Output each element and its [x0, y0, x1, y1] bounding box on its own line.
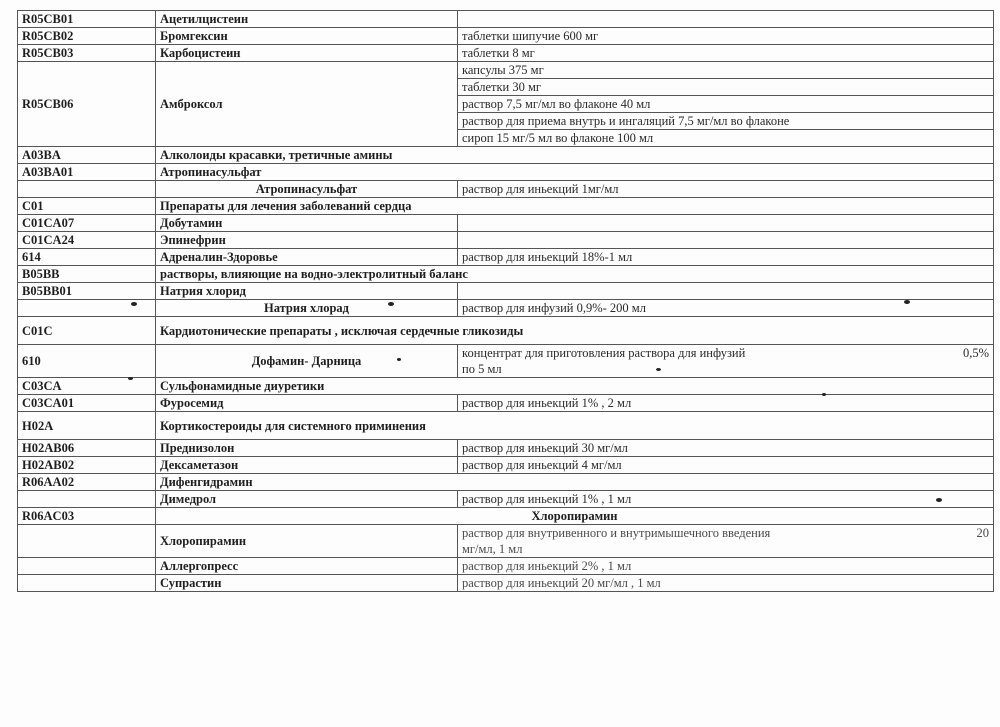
table-row [18, 266, 994, 283]
atc-code-cell: C01 [18, 198, 156, 215]
table-row [18, 164, 994, 181]
drug-name-cell: Супрастин [156, 575, 458, 592]
scan-speck [822, 393, 826, 396]
drug-name-cell: Фуросемид [156, 395, 458, 412]
drug-name-cell: Хлоропирамин [156, 525, 458, 558]
table-row [18, 147, 994, 164]
drug-name-cell: Натрия хлорид [156, 283, 458, 300]
atc-code-cell: A03BA01 [18, 164, 156, 181]
drug-name-cell: Атропинасульфат [156, 181, 458, 198]
atc-code-cell: H02A [18, 412, 156, 440]
atc-code-cell: B05BB01 [18, 283, 156, 300]
table-row [18, 283, 994, 300]
drug-name-cell: Дексаметазон [156, 457, 458, 474]
scan-speck [904, 300, 910, 304]
dosage-form-amount: 20 [976, 526, 989, 540]
table-row [18, 62, 994, 79]
dosage-form-cell [458, 345, 994, 378]
drug-name-cell: Ацетилцистеин [156, 11, 458, 28]
dosage-form-cell: раствор для иньекций 2% , 1 мл [458, 558, 994, 575]
table-row [18, 300, 994, 317]
dosage-form-cell [458, 11, 994, 28]
group-name-cell: Препараты для лечения заболеваний сердца [156, 198, 994, 215]
dosage-form-cell: таблетки 30 мг [458, 79, 994, 96]
drug-name-cell: Адреналин-Здоровье [156, 249, 458, 266]
atc-code-cell: R05CB03 [18, 45, 156, 62]
atc-code-cell [18, 181, 156, 198]
drug-name-cell: Дофамин- Дарница [156, 345, 458, 378]
table-row [18, 575, 994, 592]
dosage-form-amount: 0,5% [962, 346, 989, 360]
dosage-form-line [462, 345, 989, 361]
drug-name-cell: Эпинефрин [156, 232, 458, 249]
table-row [18, 440, 994, 457]
dosage-form-cell: раствор для иньекций 18%-1 мл [458, 249, 994, 266]
dosage-form-text: раствор для внутривенного и внутримышечного введения [462, 526, 771, 540]
group-name-cell: растворы, влияющие на водно-электролитный баланс [156, 266, 994, 283]
table-row [18, 11, 994, 28]
table-row [18, 45, 994, 62]
dosage-form-cell: таблетки шипучие 600 мг [458, 28, 994, 45]
group-name-cell: Кортикостероиды для системного приминения [156, 412, 994, 440]
atc-code-cell: A03BA [18, 147, 156, 164]
atc-code-cell: R06AC03 [18, 508, 156, 525]
dosage-form-cell: раствор для иньекций 4 мг/мл [458, 457, 994, 474]
dosage-form-continued: мг/мл, 1 мл [462, 542, 523, 556]
dosage-form-cell: раствор для иньекций 20 мг/мл , 1 мл [458, 575, 994, 592]
atc-code-cell: H02AB02 [18, 457, 156, 474]
drug-name-cell: Бромгексин [156, 28, 458, 45]
table-row [18, 378, 994, 395]
dosage-form-cell [458, 525, 994, 558]
atc-code-cell [18, 575, 156, 592]
dosage-form-cell [458, 283, 994, 300]
group-name-cell: Атропинасульфат [156, 164, 994, 181]
drug-table-body [18, 11, 994, 592]
atc-code-cell [18, 525, 156, 558]
dosage-form-cell: раствор для иньекций 1% , 1 мл [458, 491, 994, 508]
drug-name-cell: Натрия хлорад [156, 300, 458, 317]
atc-code-cell [18, 558, 156, 575]
table-row [18, 508, 994, 525]
drug-name-cell: Амброксол [156, 62, 458, 147]
drug-name-cell: Аллергопресс [156, 558, 458, 575]
table-row [18, 525, 994, 558]
dosage-form-cell: раствор для иньекций 1мг/мл [458, 181, 994, 198]
table-row [18, 412, 994, 440]
drug-name-cell: Димедрол [156, 491, 458, 508]
atc-code-cell: R05CB01 [18, 11, 156, 28]
dosage-form-cell: раствор для инфузий 0,9%- 200 мл [458, 300, 994, 317]
table-row [18, 457, 994, 474]
table-row [18, 249, 994, 266]
table-row [18, 215, 994, 232]
dosage-form-cell: раствор для иньекций 1% , 2 мл [458, 395, 994, 412]
atc-code-cell: H02AB06 [18, 440, 156, 457]
dosage-form-text: концентрат для приготовления раствора для инфузий [462, 346, 746, 360]
atc-code-cell: C03CA01 [18, 395, 156, 412]
group-name-cell: Сульфонамидные диуретики [156, 378, 994, 395]
atc-code-cell: R05CB02 [18, 28, 156, 45]
group-name-cell: Кардиотонические препараты , исключая сердечные гликозиды [156, 317, 994, 345]
dosage-form-cell: капсулы 375 мг [458, 62, 994, 79]
table-row [18, 558, 994, 575]
table-row [18, 198, 994, 215]
atc-code-cell: C01CA07 [18, 215, 156, 232]
scan-speck [131, 302, 137, 306]
atc-code-cell: 614 [18, 249, 156, 266]
table-row [18, 395, 994, 412]
table-row [18, 345, 994, 378]
group-name-cell: Хлоропирамин [156, 508, 994, 525]
scan-speck [128, 377, 133, 380]
drug-name-cell: Преднизолон [156, 440, 458, 457]
drug-table [17, 10, 994, 592]
atc-code-cell: C01C [18, 317, 156, 345]
scan-speck [656, 368, 661, 371]
drug-name-cell: Добутамин [156, 215, 458, 232]
dosage-form-cell [458, 215, 994, 232]
dosage-form-cell: раствор для приема внутрь и ингаляций 7,5 мг/мл во флаконе [458, 113, 994, 130]
group-name-cell: Алколоиды красавки, третичные амины [156, 147, 994, 164]
dosage-form-cell: сироп 15 мг/5 мл во флаконе 100 мл [458, 130, 994, 147]
atc-code-cell: 610 [18, 345, 156, 378]
dosage-form-cell [458, 232, 994, 249]
atc-code-cell: C03CA [18, 378, 156, 395]
table-row [18, 232, 994, 249]
dosage-form-continued: по 5 мл [462, 362, 502, 376]
atc-code-cell: B05BB [18, 266, 156, 283]
table-row [18, 474, 994, 491]
scan-speck [397, 358, 401, 361]
dosage-form-cell: раствор для иньекций 30 мг/мл [458, 440, 994, 457]
atc-code-cell [18, 491, 156, 508]
scan-speck [388, 302, 394, 306]
atc-code-cell: R05CB06 [18, 62, 156, 147]
drug-name-cell: Карбоцистеин [156, 45, 458, 62]
group-name-cell: Дифенгидрамин [156, 474, 994, 491]
dosage-form-cell: раствор 7,5 мг/мл во флаконе 40 мл [458, 96, 994, 113]
atc-code-cell: C01CA24 [18, 232, 156, 249]
scan-speck [936, 498, 942, 502]
table-row [18, 491, 994, 508]
table-row [18, 317, 994, 345]
dosage-form-line [462, 525, 989, 541]
table-row [18, 181, 994, 198]
atc-code-cell: R06AA02 [18, 474, 156, 491]
table-row [18, 28, 994, 45]
dosage-form-cell: таблетки 8 мг [458, 45, 994, 62]
